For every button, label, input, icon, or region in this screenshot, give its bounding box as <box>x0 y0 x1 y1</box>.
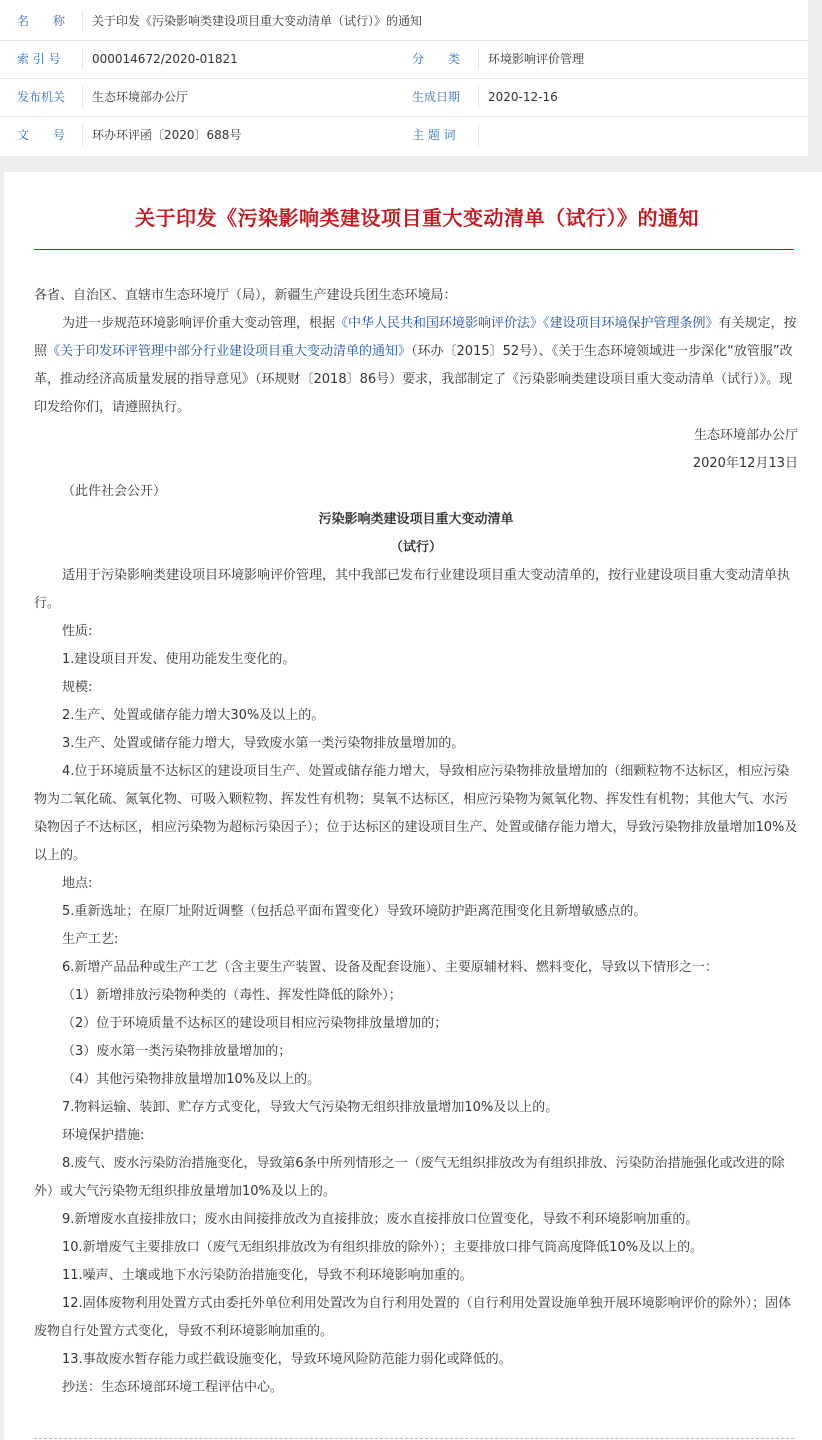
intro-text-2: 有关规定，按照 <box>34 316 797 359</box>
list-item: 12.固体废物利用处置方式由委托外单位利用处置改为自行利用处置的（自行利用处置设施单独开展环境影响评价的除外）；固体废物自行处置方式变化，导致不利环境影响加重的。 <box>34 1296 792 1339</box>
meta-divider <box>478 86 479 108</box>
meta-row-name <box>0 2 808 41</box>
section-heading-nature: 性质: <box>62 624 93 639</box>
notice-link-2015[interactable]: 《关于印发环评管理中部分行业建设项目重大变动清单的通知》 <box>47 344 412 359</box>
salutation: 各省、自治区、直辖市生态环境厅（局），新疆生产建设兵团生态环境局： <box>34 288 457 303</box>
intro-text-3: （环办〔2015〕52号）、《关于生态环境领域进一步深化“放管服”改革，推动经济高质量发展的指导意见》（环规财〔2018〕86号）要求，我部制定了《污染影响类建设项目重大变动清单（试行）》。现印发给你们，请遵照执行。 <box>34 344 793 415</box>
meta-divider <box>478 124 479 146</box>
meta-value-doc-number: 环办环评函〔2020〕688号 <box>92 128 242 142</box>
meta-divider <box>82 86 83 108</box>
meta-divider <box>82 124 83 146</box>
cc-line: 抄送：生态环境部环境工程评估中心。 <box>62 1380 284 1395</box>
list-item: 6.新增产品品种或生产工艺（含主要生产装置、设备及配套设施）、主要原辅材料、燃料变化，导致以下情形之一： <box>62 960 718 975</box>
meta-label-doc-number: 文 号 <box>17 128 66 142</box>
signer: 生态环境部办公厅 <box>693 428 798 443</box>
list-item: 5.重新选址；在原厂址附近调整（包括总平面布置变化）导致环境防护距离范围变化且新增敏感点的。 <box>62 904 647 919</box>
list-item: 10.新增废气主要排放口（废气无组织排放改为有组织排放的除外）；主要排放口排气筒高度降低10%及以上的。 <box>62 1240 704 1255</box>
meta-label-date: 生成日期 <box>412 90 461 104</box>
section-heading-env-measures: 环境保护措施: <box>62 1128 145 1143</box>
meta-row-index <box>0 40 808 79</box>
list-item: 8.废气、废水污染防治措施变化，导致第6条中所列情形之一（废气无组织排放改为有组织排放、污染防治措施强化或改进的除外）或大气污染物无组织排放量增加10%及以上的。 <box>34 1156 785 1199</box>
public-note: （此件社会公开） <box>62 484 167 499</box>
title-divider <box>34 249 794 250</box>
list-item: 9.新增废水直接排放口；废水由间接排放改为直接排放；废水直接排放口位置变化，导致不利环境影响加重的。 <box>62 1212 699 1227</box>
section-heading-scale: 规模: <box>62 680 93 695</box>
meta-value-publisher: 生态环境部办公厅 <box>92 90 189 104</box>
section-heading-process: 生产工艺: <box>62 932 119 947</box>
list-subitem: （1）新增排放污染物种类的（毒性、挥发性降低的除外）； <box>62 988 402 1003</box>
list-item: 1.建设项目开发、使用功能发生变化的。 <box>62 652 296 667</box>
list-subtitle: （试行） <box>389 540 442 555</box>
meta-label-keywords: 主 题 词 <box>412 128 456 142</box>
list-item: 3.生产、处置或储存能力增大，导致废水第一类污染物排放量增加的。 <box>62 736 465 751</box>
intro-paragraph <box>34 310 798 422</box>
list-subitem: （2）位于环境质量不达标区的建设项目相应污染物排放量增加的； <box>62 1016 448 1031</box>
law-link-eia[interactable]: 《中华人民共和国环境影响评价法》 <box>335 316 544 331</box>
meta-value-date: 2020-12-16 <box>488 90 558 104</box>
section-heading-site: 地点: <box>62 876 93 891</box>
meta-value-category: 环境影响评价管理 <box>488 52 585 66</box>
sign-date: 2020年12月13日 <box>692 456 798 471</box>
list-title: 污染影响类建设项目重大变动清单 <box>318 512 514 527</box>
list-item: 4.位于环境质量不达标区的建设项目生产、处置或储存能力增大，导致相应污染物排放量增加的（细颗粒物不达标区，相应污染物为二氧化硫、氮氧化物、可吸入颗粒物、挥发性有机物；臭氧不达标区，相应污染物为氮氧化物、挥发性有机物；其他大气、水污染物因子不达标区，相应污染物为超标污染因子）；位于达标区的建设项目生产、处置或储存能力增大，导致污染物排放量增加10%及以上的。 <box>34 764 798 863</box>
list-subitem: （4）其他污染物排放量增加10%及以上的。 <box>62 1072 321 1087</box>
meta-divider <box>82 48 83 70</box>
list-item: 7.物料运输、装卸、贮存方式变化，导致大气污染物无组织排放量增加10%及以上的。 <box>62 1100 559 1115</box>
meta-divider <box>82 10 83 32</box>
article-panel <box>4 172 822 1440</box>
list-item: 11.噪声、土壤或地下水污染防治措施变化，导致不利环境影响加重的。 <box>62 1268 473 1283</box>
footer-divider <box>34 1438 794 1439</box>
meta-divider <box>478 48 479 70</box>
meta-value-name: 关于印发《污染影响类建设项目重大变动清单（试行）》的通知 <box>92 14 423 28</box>
meta-value-index: 000014672/2020-01821 <box>92 52 238 66</box>
meta-row-doc-number <box>0 116 808 154</box>
meta-label-index: 索 引 号 <box>17 52 61 66</box>
law-link-regulation[interactable]: 《建设项目环境保护管理条例》 <box>543 316 719 331</box>
article-body <box>34 282 798 1402</box>
intro-text-1: 为进一步规范环境影响评价重大变动管理，根据 <box>62 316 336 331</box>
list-subitem: （3）废水第一类污染物排放量增加的； <box>62 1044 292 1059</box>
meta-label-name: 名 称 <box>17 14 66 28</box>
document-metadata-table <box>0 0 808 156</box>
meta-label-publisher: 发布机关 <box>17 90 66 104</box>
meta-label-category: 分 类 <box>412 52 461 66</box>
list-item: 2.生产、处置或储存能力增大30%及以上的。 <box>62 708 325 723</box>
article-title: 关于印发《污染影响类建设项目重大变动清单（试行）》的通知 <box>135 206 699 230</box>
meta-row-publisher <box>0 78 808 117</box>
list-item: 13.事故废水暂存能力或拦截设施变化，导致环境风险防范能力弱化或降低的。 <box>62 1352 512 1367</box>
scope-paragraph: 适用于污染影响类建设项目环境影响评价管理，其中我部已发布行业建设项目重大变动清单的，按行业建设项目重大变动清单执行。 <box>34 568 791 611</box>
